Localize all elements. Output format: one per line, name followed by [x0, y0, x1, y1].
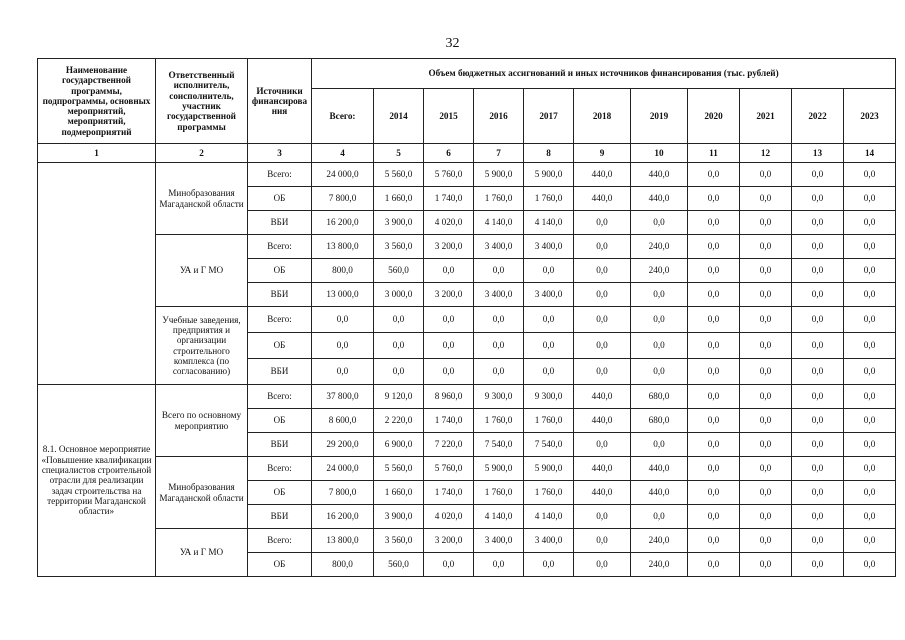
budget-value: 0,0: [574, 283, 631, 307]
budget-value: 0,0: [740, 529, 792, 553]
budget-value: 13 800,0: [312, 529, 374, 553]
header-year: 2018: [574, 89, 631, 144]
budget-value: 13 000,0: [312, 283, 374, 307]
budget-value: 24 000,0: [312, 457, 374, 481]
budget-value: 0,0: [424, 259, 474, 283]
budget-value: 3 560,0: [374, 235, 424, 259]
budget-value: 0,0: [524, 307, 574, 333]
funding-source: Всего:: [248, 307, 312, 333]
budget-value: 0,0: [792, 333, 844, 359]
header-year: 2015: [424, 89, 474, 144]
budget-value: 0,0: [792, 385, 844, 409]
budget-value: 8 960,0: [424, 385, 474, 409]
budget-value: 0,0: [574, 211, 631, 235]
budget-value: 0,0: [792, 529, 844, 553]
budget-value: 8 600,0: [312, 409, 374, 433]
budget-value: 0,0: [424, 333, 474, 359]
budget-value: 0,0: [792, 235, 844, 259]
budget-value: 0,0: [740, 457, 792, 481]
executor-name: Учебные заведения, предприятия и организации строительного комплекса (по согласованию): [156, 307, 248, 385]
executor-name: Минобразования Магаданской области: [156, 457, 248, 529]
budget-value: 1 740,0: [424, 409, 474, 433]
budget-value: 0,0: [688, 163, 740, 187]
budget-value: 0,0: [792, 505, 844, 529]
column-number: 6: [424, 144, 474, 163]
funding-source: Всего:: [248, 457, 312, 481]
executor-name: УА и Г МО: [156, 529, 248, 577]
budget-value: 1 660,0: [374, 481, 424, 505]
budget-value: 5 900,0: [474, 163, 524, 187]
budget-value: 0,0: [524, 359, 574, 385]
budget-value: 0,0: [792, 259, 844, 283]
budget-value: 1 760,0: [474, 187, 524, 211]
budget-value: 0,0: [688, 187, 740, 211]
budget-value: 240,0: [631, 259, 688, 283]
budget-value: 7 540,0: [474, 433, 524, 457]
funding-source: Всего:: [248, 163, 312, 187]
budget-value: 0,0: [792, 409, 844, 433]
header-year: 2017: [524, 89, 574, 144]
budget-value: 0,0: [844, 163, 896, 187]
budget-value: 7 220,0: [424, 433, 474, 457]
budget-value: 3 400,0: [524, 529, 574, 553]
budget-value: 0,0: [740, 505, 792, 529]
column-number: 14: [844, 144, 896, 163]
budget-value: 13 800,0: [312, 235, 374, 259]
budget-value: 0,0: [312, 333, 374, 359]
column-number: 2: [156, 144, 248, 163]
budget-value: 0,0: [792, 359, 844, 385]
header-year: 2022: [792, 89, 844, 144]
budget-value: 5 900,0: [474, 457, 524, 481]
budget-value: 0,0: [631, 505, 688, 529]
budget-value: 0,0: [740, 163, 792, 187]
budget-value: 0,0: [844, 457, 896, 481]
budget-value: 0,0: [688, 307, 740, 333]
column-number: 10: [631, 144, 688, 163]
budget-value: 0,0: [844, 259, 896, 283]
budget-value: 680,0: [631, 409, 688, 433]
budget-value: 0,0: [688, 211, 740, 235]
budget-value: 0,0: [424, 359, 474, 385]
budget-value: 440,0: [574, 457, 631, 481]
budget-value: 3 400,0: [474, 529, 524, 553]
budget-value: 4 140,0: [474, 211, 524, 235]
budget-value: 240,0: [631, 235, 688, 259]
budget-value: 0,0: [374, 359, 424, 385]
budget-value: 5 760,0: [424, 163, 474, 187]
budget-value: 0,0: [574, 529, 631, 553]
budget-value: 3 000,0: [374, 283, 424, 307]
table-row: [38, 385, 896, 409]
budget-value: 440,0: [631, 163, 688, 187]
budget-value: 0,0: [688, 359, 740, 385]
budget-value: 4 140,0: [524, 505, 574, 529]
budget-value: 0,0: [740, 481, 792, 505]
column-number: 8: [524, 144, 574, 163]
budget-table: [37, 58, 896, 577]
budget-value: 0,0: [474, 333, 524, 359]
budget-value: 0,0: [631, 283, 688, 307]
column-number: 5: [374, 144, 424, 163]
budget-value: 5 760,0: [424, 457, 474, 481]
budget-value: 0,0: [688, 333, 740, 359]
budget-value: 2 220,0: [374, 409, 424, 433]
budget-value: 4 140,0: [474, 505, 524, 529]
executor-name: УА и Г МО: [156, 235, 248, 307]
budget-value: 9 300,0: [474, 385, 524, 409]
budget-value: 0,0: [688, 457, 740, 481]
budget-value: 0,0: [844, 283, 896, 307]
header-year: 2021: [740, 89, 792, 144]
budget-value: 1 760,0: [524, 481, 574, 505]
funding-source: ВБИ: [248, 433, 312, 457]
budget-value: 680,0: [631, 385, 688, 409]
budget-value: 0,0: [844, 235, 896, 259]
budget-value: 0,0: [631, 307, 688, 333]
budget-value: 0,0: [574, 505, 631, 529]
budget-value: 0,0: [792, 283, 844, 307]
budget-value: 3 900,0: [374, 211, 424, 235]
budget-value: 0,0: [474, 553, 524, 577]
budget-value: 0,0: [844, 433, 896, 457]
budget-value: 0,0: [574, 235, 631, 259]
budget-value: 0,0: [844, 385, 896, 409]
column-number: 13: [792, 144, 844, 163]
budget-value: 0,0: [740, 409, 792, 433]
budget-value: 0,0: [844, 553, 896, 577]
budget-value: 4 020,0: [424, 505, 474, 529]
budget-value: 0,0: [844, 481, 896, 505]
budget-value: 0,0: [631, 333, 688, 359]
budget-value: 7 540,0: [524, 433, 574, 457]
budget-value: 0,0: [844, 359, 896, 385]
budget-value: 4 020,0: [424, 211, 474, 235]
activity-name: [38, 163, 156, 385]
budget-value: 0,0: [844, 409, 896, 433]
budget-value: 3 200,0: [424, 235, 474, 259]
table-row: [38, 235, 896, 259]
budget-value: 16 200,0: [312, 505, 374, 529]
budget-value: 560,0: [374, 553, 424, 577]
executor-name: Минобразования Магаданской области: [156, 163, 248, 235]
table-row: [38, 307, 896, 333]
budget-value: 0,0: [844, 187, 896, 211]
budget-value: 24 000,0: [312, 163, 374, 187]
budget-value: 1 740,0: [424, 187, 474, 211]
budget-value: 0,0: [740, 211, 792, 235]
budget-value: 440,0: [631, 481, 688, 505]
budget-value: 7 800,0: [312, 481, 374, 505]
budget-value: 1 660,0: [374, 187, 424, 211]
budget-value: 1 760,0: [474, 409, 524, 433]
budget-value: 440,0: [574, 481, 631, 505]
budget-value: 5 560,0: [374, 163, 424, 187]
budget-value: 3 400,0: [474, 283, 524, 307]
budget-value: 0,0: [740, 235, 792, 259]
budget-value: 440,0: [631, 457, 688, 481]
budget-value: 0,0: [740, 333, 792, 359]
header-year: 2020: [688, 89, 740, 144]
budget-value: 3 200,0: [424, 283, 474, 307]
funding-source: ОБ: [248, 333, 312, 359]
budget-value: 0,0: [574, 307, 631, 333]
budget-value: 0,0: [792, 457, 844, 481]
column-number: 11: [688, 144, 740, 163]
budget-value: 6 900,0: [374, 433, 424, 457]
column-number: 9: [574, 144, 631, 163]
budget-value: 0,0: [740, 553, 792, 577]
budget-value: 440,0: [574, 187, 631, 211]
table-row: [38, 163, 896, 187]
budget-value: 800,0: [312, 553, 374, 577]
budget-value: 0,0: [792, 307, 844, 333]
budget-value: 0,0: [631, 359, 688, 385]
budget-value: 1 740,0: [424, 481, 474, 505]
budget-value: 440,0: [574, 409, 631, 433]
budget-value: 0,0: [740, 283, 792, 307]
budget-value: 0,0: [792, 553, 844, 577]
budget-value: 0,0: [688, 283, 740, 307]
budget-value: 0,0: [740, 307, 792, 333]
budget-value: 0,0: [844, 211, 896, 235]
budget-value: 0,0: [688, 409, 740, 433]
budget-value: 0,0: [524, 333, 574, 359]
budget-value: 0,0: [631, 433, 688, 457]
budget-value: 5 560,0: [374, 457, 424, 481]
budget-value: 0,0: [792, 187, 844, 211]
funding-source: ВБИ: [248, 211, 312, 235]
budget-value: 37 800,0: [312, 385, 374, 409]
budget-value: 0,0: [688, 505, 740, 529]
budget-value: 800,0: [312, 259, 374, 283]
budget-value: 0,0: [424, 553, 474, 577]
budget-value: 0,0: [688, 529, 740, 553]
budget-value: 0,0: [688, 385, 740, 409]
table-row: [38, 457, 896, 481]
budget-value: 29 200,0: [312, 433, 374, 457]
budget-value: 5 900,0: [524, 457, 574, 481]
budget-value: 9 120,0: [374, 385, 424, 409]
column-number: 1: [38, 144, 156, 163]
header-year: 2016: [474, 89, 524, 144]
budget-value: 0,0: [844, 529, 896, 553]
column-number: 12: [740, 144, 792, 163]
budget-value: 0,0: [574, 359, 631, 385]
budget-value: 0,0: [312, 359, 374, 385]
activity-name: 8.1. Основное мероприятие «Повышение квалификации специалистов строительной отрасли для реализации задач строительства на территории Магаданской области»: [38, 385, 156, 577]
header-year: 2023: [844, 89, 896, 144]
funding-source: ОБ: [248, 481, 312, 505]
budget-value: 0,0: [312, 307, 374, 333]
budget-value: 0,0: [740, 187, 792, 211]
budget-value: 440,0: [631, 187, 688, 211]
header-program-name: Наименование государственной программы, подпрограммы, основных мероприятий, мероприятий, подмероприятий: [38, 59, 156, 144]
table-row: [38, 529, 896, 553]
header-sources: Источники финансирова ния: [248, 59, 312, 144]
budget-value: 0,0: [374, 333, 424, 359]
budget-value: 5 900,0: [524, 163, 574, 187]
budget-value: 3 900,0: [374, 505, 424, 529]
column-number: 4: [312, 144, 374, 163]
funding-source: ВБИ: [248, 359, 312, 385]
budget-value: 0,0: [574, 433, 631, 457]
budget-value: 0,0: [740, 259, 792, 283]
budget-value: 0,0: [688, 259, 740, 283]
budget-value: 0,0: [844, 505, 896, 529]
funding-source: Всего:: [248, 385, 312, 409]
budget-value: 0,0: [474, 359, 524, 385]
funding-source: ОБ: [248, 259, 312, 283]
executor-name: Всего по основному мероприятию: [156, 385, 248, 457]
budget-value: 0,0: [844, 333, 896, 359]
budget-value: 0,0: [688, 553, 740, 577]
budget-value: 0,0: [574, 333, 631, 359]
budget-value: 3 560,0: [374, 529, 424, 553]
budget-value: 560,0: [374, 259, 424, 283]
budget-value: 0,0: [688, 433, 740, 457]
budget-value: 0,0: [688, 235, 740, 259]
funding-source: ВБИ: [248, 505, 312, 529]
budget-value: 0,0: [740, 359, 792, 385]
funding-source: Всего:: [248, 529, 312, 553]
budget-value: 440,0: [574, 163, 631, 187]
budget-value: 0,0: [374, 307, 424, 333]
budget-value: 0,0: [474, 259, 524, 283]
budget-value: 3 400,0: [524, 235, 574, 259]
budget-value: 0,0: [844, 307, 896, 333]
budget-value: 0,0: [631, 211, 688, 235]
budget-value: 0,0: [740, 433, 792, 457]
column-number: 7: [474, 144, 524, 163]
budget-value: 0,0: [424, 307, 474, 333]
budget-value: 4 140,0: [524, 211, 574, 235]
budget-value: 440,0: [574, 385, 631, 409]
budget-value: 7 800,0: [312, 187, 374, 211]
budget-value: 3 400,0: [474, 235, 524, 259]
budget-value: 0,0: [792, 481, 844, 505]
header-year: 2014: [374, 89, 424, 144]
budget-value: 9 300,0: [524, 385, 574, 409]
header-executor: Ответственный исполнитель, соисполнитель, участник государственной программы: [156, 59, 248, 144]
budget-value: 3 200,0: [424, 529, 474, 553]
budget-value: 0,0: [574, 259, 631, 283]
budget-value: 3 400,0: [524, 283, 574, 307]
budget-value: 0,0: [688, 481, 740, 505]
page-number: 32: [445, 36, 460, 51]
funding-source: Всего:: [248, 235, 312, 259]
budget-value: 16 200,0: [312, 211, 374, 235]
budget-value: 0,0: [792, 211, 844, 235]
budget-value: 0,0: [524, 259, 574, 283]
funding-source: ОБ: [248, 409, 312, 433]
header-budget-group: Объем бюджетных ассигнований и иных источников финансирования (тыс. рублей): [312, 59, 896, 89]
budget-value: 0,0: [524, 553, 574, 577]
budget-value: 0,0: [474, 307, 524, 333]
column-number: 3: [248, 144, 312, 163]
budget-value: 0,0: [792, 163, 844, 187]
budget-value: 1 760,0: [524, 187, 574, 211]
funding-source: ОБ: [248, 553, 312, 577]
funding-source: ОБ: [248, 187, 312, 211]
budget-value: 240,0: [631, 529, 688, 553]
budget-value: 0,0: [740, 385, 792, 409]
budget-value: 1 760,0: [474, 481, 524, 505]
header-total: Всего:: [312, 89, 374, 144]
budget-value: 1 760,0: [524, 409, 574, 433]
budget-value: 0,0: [792, 433, 844, 457]
header-year: 2019: [631, 89, 688, 144]
funding-source: ВБИ: [248, 283, 312, 307]
budget-value: 0,0: [574, 553, 631, 577]
budget-value: 240,0: [631, 553, 688, 577]
